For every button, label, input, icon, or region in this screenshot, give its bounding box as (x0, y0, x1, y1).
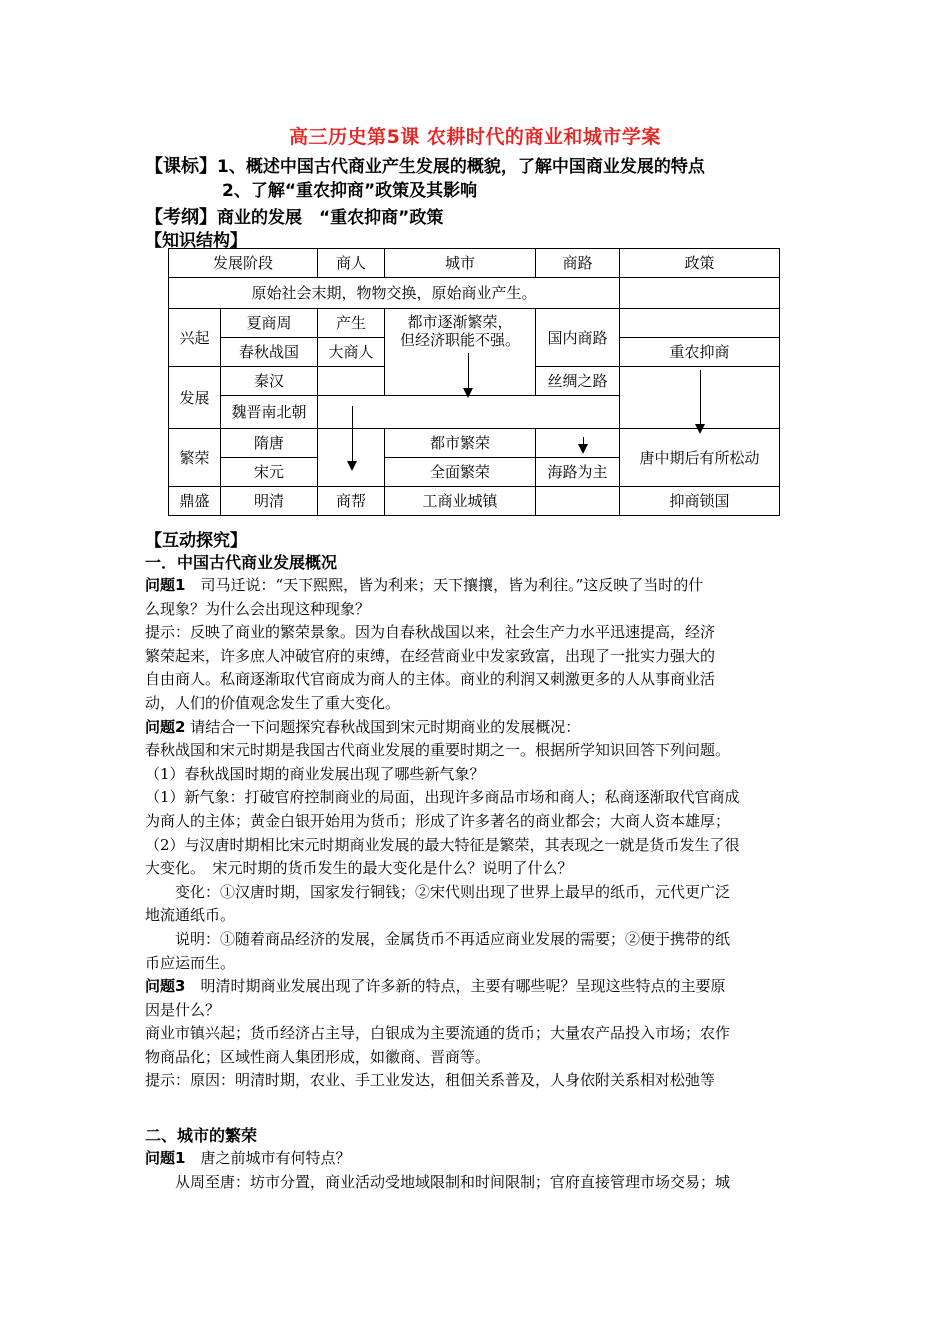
q1-hint: 自由商人。私商逐渐取代官商成为商人的主体。商业的利润又刺激更多的人从事商业活 (145, 670, 716, 689)
arrow-down-icon (468, 353, 469, 396)
q3-text: 明清时期商业发展出现了许多新的特点，主要有哪些呢？呈现这些特点的主要原 (185, 977, 726, 996)
q1-label: 问题1 (145, 576, 186, 594)
kebiao-line1: 1、概述中国古代商业产生发展的概貌，了解中国商业发展的特点 (217, 157, 705, 177)
q3-label: 问题3 (145, 977, 186, 996)
merchant-chansheng: 产生 (318, 309, 385, 338)
stage-xingqi: 兴起 (169, 309, 221, 367)
policy-tangzhong: 唐中期后有所松动 (620, 429, 780, 487)
kaogang-label: 【考纲】 (145, 207, 217, 228)
q4-block (145, 1147, 810, 1194)
q2-text: 为商人的主体；黄金白银开始用为货币；形成了许多著名的商业都会；大商人资本雄厚； (145, 811, 731, 830)
route-guonei: 国内商路 (536, 309, 620, 367)
route-hailu: 海路为主 (536, 458, 620, 487)
origin-cell: 原始社会末期，物物交换，原始商业产生。 (169, 278, 620, 309)
period-songyuan: 宋元 (221, 458, 318, 487)
q2-text: （2）与汉唐时期相比宋元时期商业发展的最大特征是繁荣，其表现之一就是货币发生了很 (145, 835, 740, 854)
period-qinhan: 秦汉 (221, 367, 318, 396)
zhishi-label: 【知识结构】 (145, 231, 247, 251)
empty-cell (318, 396, 620, 429)
q1-hint: 动，人们的价值观念发生了重大变化。 (145, 693, 401, 712)
arrow-down-icon (352, 406, 353, 469)
section-1-title: 一．中国古代商业发展概况 (145, 553, 338, 572)
q2-text: 说明：①随着商品经济的发展，金属货币不再适应商业发展的需要；②便于携带的纸 (145, 929, 731, 948)
arrow-down-icon (583, 437, 584, 452)
header-merchant: 商人 (318, 249, 385, 278)
q2-text: （1）春秋战国时期的商业发展出现了哪些新气象？ (145, 764, 485, 783)
kebiao-heading (145, 152, 705, 178)
policy-zhongnong: 重农抑商 (620, 338, 780, 367)
q4-text: 唐之前城市有何特点？ (185, 1149, 351, 1167)
q2-text: 大变化。 宋元时期的货币发生的最大变化是什么？说明了什么？ (145, 859, 573, 878)
table-row (169, 487, 780, 516)
q3-text: 商业市镇兴起；货币经济占主导，白银成为主要流通的货币；大量农产品投入市场；农作 (145, 1024, 731, 1043)
q1-text: 么现象？为什么会出现这种现象？ (145, 599, 371, 618)
q2-text: 地流通纸币。 (145, 906, 236, 925)
kaogang-text: 商业的发展 “重农抑商”政策 (217, 208, 444, 228)
city-xingqi: 都市逐渐繁荣， 但经济职能不强。 (385, 309, 536, 396)
kebiao-label: 【课标】 (145, 156, 217, 177)
period-chunqiu: 春秋战国 (221, 338, 318, 367)
period-mingqing: 明清 (221, 487, 318, 516)
city-quanmian: 全面繁荣 (385, 458, 536, 487)
hudong-label: 【互动探究】 (145, 531, 247, 551)
stage-fanrong: 繁荣 (169, 429, 221, 487)
q3-text: 因是什么？ (145, 1000, 221, 1019)
policy-yishang: 抑商锁国 (620, 487, 780, 516)
q3-text: 提示：原因：明清时期，农业、手工业发达，租佃关系普及，人身依附关系相对松弛等 (145, 1071, 716, 1090)
period-suitang: 隋唐 (221, 429, 318, 458)
q2-label: 问题2 (145, 717, 186, 736)
q1-block (145, 574, 810, 1093)
q2-text: （1）新气象：打破官府控制商业的局面，出现许多商品市场和商人；私商逐渐取代官商成 (145, 788, 740, 807)
q3-text: 物商品化；区域性商人集团形成，如徽商、晋商等。 (145, 1047, 491, 1066)
stage-fazhan: 发展 (169, 367, 221, 429)
period-xiashangzhou: 夏商周 (221, 309, 318, 338)
header-route: 商路 (536, 249, 620, 278)
header-policy: 政策 (620, 249, 780, 278)
route-sichou: 丝绸之路 (536, 367, 620, 396)
q1-text: 司马迁说：“天下熙熙，皆为利来；天下攘攘，皆为利往。”这反映了当时的什 (185, 576, 704, 594)
q1-hint: 提示：反映了商业的繁荣景象。因为自春秋战国以来，社会生产力水平迅速提高，经济 (145, 623, 716, 642)
q2-text: 变化：①汉唐时期，国家发行铜钱；②宋代则出现了世界上最早的纸币，元代更广泛 (145, 882, 731, 901)
header-stage: 发展阶段 (169, 249, 318, 278)
table-row (169, 278, 780, 309)
table-row (169, 249, 780, 278)
q4-text: 从周至唐：坊市分置，商业活动受地域限制和时间限制；官府直接管理市场交易；城 (145, 1172, 731, 1191)
section-2-title: 二、城市的繁荣 (145, 1126, 258, 1145)
q2-text: 币应运而生。 (145, 953, 236, 972)
page-title: 高三历史第5课 农耕时代的商业和城市学案 (289, 126, 661, 148)
merchant-dashangren: 大商人 (318, 338, 385, 367)
q2-text: 请结合一下问题探究春秋战国到宋元时期商业的发展概况： (185, 717, 581, 736)
empty-cell (620, 278, 780, 309)
q4-label: 问题1 (145, 1149, 186, 1167)
city-dushi: 都市繁荣 (385, 429, 536, 458)
table-row (169, 429, 780, 458)
table-row (169, 309, 780, 338)
q2-text: 春秋战国和宋元时期是我国古代商业发展的重要时期之一。根据所学知识回答下列问题。 (145, 741, 731, 760)
knowledge-table (168, 248, 780, 516)
arrow-down-icon (700, 370, 701, 432)
q1-hint: 繁荣起来，许多庶人冲破官府的束缚，在经营商业中发家致富，出现了一批实力强大的 (145, 646, 716, 665)
city-gongshang: 工商业城镇 (385, 487, 536, 516)
empty-cell (318, 429, 385, 487)
empty-cell (620, 309, 780, 338)
header-city: 城市 (385, 249, 536, 278)
empty-cell (536, 487, 620, 516)
stage-dingsheng: 鼎盛 (169, 487, 221, 516)
empty-cell (318, 367, 385, 396)
kebiao-line2: 2、了解“重农抑商”政策及其影响 (222, 181, 478, 201)
period-weijin: 魏晋南北朝 (221, 396, 318, 429)
merchant-shangbang: 商帮 (318, 487, 385, 516)
